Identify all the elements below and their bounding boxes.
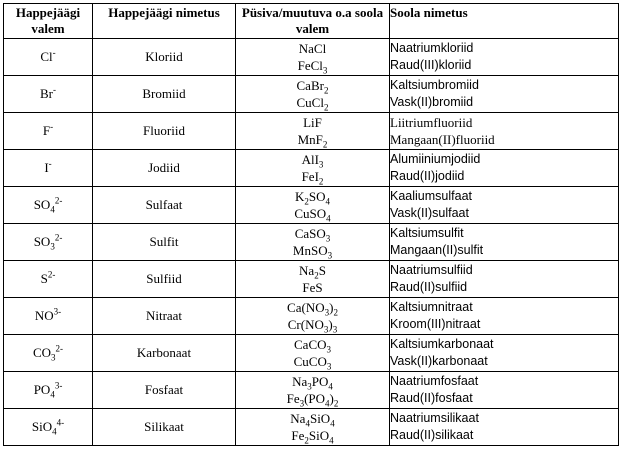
salt-name-cell <box>390 298 619 335</box>
anion-name-cell <box>93 39 236 76</box>
anion-name-cell <box>93 261 236 298</box>
salt-name: Vask(II)bromiid <box>390 95 474 109</box>
salt-name: Liitriumfluoriid <box>390 115 473 130</box>
salt-name: Alumiiniumjodiid <box>390 152 481 166</box>
salt-name: Naatriumfosfaat <box>390 374 479 388</box>
salt-name: Mangaan(II)fluoriid <box>390 132 495 147</box>
anion-name-cell <box>93 150 236 187</box>
anion-name: Karbonaat <box>136 345 192 360</box>
salt-name: Kaltsiumsulfit <box>390 226 464 240</box>
anion-name: Sulfaat <box>145 197 183 212</box>
anion-name-cell <box>93 224 236 261</box>
salt-name-cell <box>390 150 619 187</box>
header-row <box>4 4 619 39</box>
anion-name-cell <box>93 113 236 150</box>
salt-name-cell <box>390 409 619 446</box>
anion-formula-cell <box>4 150 93 187</box>
salt-formula-cell <box>236 224 390 261</box>
salt-formula: $Na_4SiO_4$ <box>290 411 335 429</box>
salt-name: Raud(II)fosfaat <box>390 391 473 405</box>
salt-name-cell <box>390 261 619 298</box>
salt-formula-cell <box>236 187 390 224</box>
anion-name-cell <box>93 335 236 372</box>
salt-name: Naatriumkloriid <box>390 41 474 55</box>
salt-name: Kaltsiumkarbonaat <box>390 337 494 351</box>
anion-name-cell <box>93 372 236 409</box>
salt-name-cell <box>390 224 619 261</box>
salt-name: Kaaliumsulfaat <box>390 189 472 203</box>
salt-formula-cell <box>236 113 390 150</box>
salt-formula: LiF <box>303 115 322 130</box>
salt-formula: $Na_2S$ <box>299 263 326 281</box>
salt-name: Raud(III)kloriid <box>390 58 472 72</box>
salt-formula-cell <box>236 298 390 335</box>
anion-name-cell <box>93 187 236 224</box>
anion-formula: Cl- <box>40 47 56 64</box>
salt-name: Kaltsiumnitraat <box>390 300 473 314</box>
salt-formula-cell <box>236 372 390 409</box>
anion-formula-cell <box>4 409 93 446</box>
table-row <box>4 298 619 335</box>
salt-formula: CaCO$_3$ <box>294 337 331 355</box>
salt-formula: CaBr$_2$ <box>296 78 329 96</box>
salt-name: Naatriumsilikaat <box>390 411 479 425</box>
anion-name: Nitraat <box>145 308 183 323</box>
anion-formula-cell <box>4 372 93 409</box>
salt-formula: $Fe_2SiO_4$ <box>291 428 334 446</box>
salt-name: Kroom(III)nitraat <box>390 317 481 331</box>
table-row <box>4 372 619 409</box>
table-row <box>4 76 619 113</box>
salt-formula: NaCl <box>298 41 327 56</box>
anion-formula: $SO_4^{2-}$ <box>33 195 63 215</box>
anion-name-cell <box>93 76 236 113</box>
table-row <box>4 335 619 372</box>
salt-formula: MnF$_2$ <box>297 132 328 150</box>
salt-name: Mangaan(II)sulfit <box>390 243 484 257</box>
salts-table <box>3 3 619 446</box>
table-row <box>4 187 619 224</box>
header-salt-name: Soola nimetus <box>390 4 619 39</box>
table-row <box>4 39 619 76</box>
salt-formula: CuCl$_2$ <box>296 95 329 113</box>
salt-formula: $Na_3PO_4$ <box>292 374 333 392</box>
table-row <box>4 261 619 298</box>
salt-name-cell <box>390 187 619 224</box>
anion-formula: $PO_4^{3-}$ <box>33 380 63 400</box>
anion-formula: $NO^{3-}$ <box>34 306 62 323</box>
salt-name: Raud(II)sulfiid <box>390 280 468 294</box>
salt-name: Naatriumsulfiid <box>390 263 473 277</box>
salt-formula-cell <box>236 39 390 76</box>
salt-formula: CaSO$_3$ <box>294 226 331 244</box>
salt-formula: FeCl$_3$ <box>297 58 328 76</box>
anion-name-cell <box>93 409 236 446</box>
anion-formula-cell <box>4 39 93 76</box>
salt-name-cell <box>390 76 619 113</box>
salt-name: Raud(II)silikaat <box>390 428 474 442</box>
anion-name: Jodiid <box>148 160 180 175</box>
anion-formula-cell <box>4 187 93 224</box>
salt-formula: AlI$_3$ <box>301 152 324 170</box>
salt-name: Vask(II)sulfaat <box>390 206 469 220</box>
salt-name: Kaltsiumbromiid <box>390 78 479 92</box>
anion-formula-cell <box>4 224 93 261</box>
anion-formula-cell <box>4 113 93 150</box>
salt-formula: $Fe_3(PO_4)_2$ <box>286 391 339 409</box>
salt-formula: MnSO$_3$ <box>292 243 333 261</box>
salt-formula: $Ca(NO_3)_2$ <box>287 300 338 318</box>
salt-formula: CuSO$_4$ <box>294 206 331 224</box>
anion-name: Sulfit <box>149 234 179 249</box>
anion-formula: SiO$_4^{4-}$ <box>31 417 65 437</box>
anion-formula: $S^{2-}$ <box>40 269 56 286</box>
anion-name: Sulfiid <box>146 271 182 286</box>
table-row <box>4 409 619 446</box>
anion-formula-cell <box>4 76 93 113</box>
salt-name: Raud(II)jodiid <box>390 169 465 183</box>
salt-formula-cell <box>236 150 390 187</box>
anion-name-cell <box>93 298 236 335</box>
table-row <box>4 224 619 261</box>
header-anion-name: Happejäägi nimetus <box>93 4 236 39</box>
anion-formula-cell <box>4 298 93 335</box>
anion-name: Fluoriid <box>143 123 185 138</box>
anion-formula: $SO_3^{2-}$ <box>33 232 63 252</box>
anion-name: Bromiid <box>142 86 186 101</box>
salt-formula-cell <box>236 409 390 446</box>
salt-name-cell <box>390 335 619 372</box>
table-row <box>4 150 619 187</box>
salt-name-cell <box>390 372 619 409</box>
anion-formula: $CO_3^{2-}$ <box>32 343 64 363</box>
anion-formula-cell <box>4 335 93 372</box>
salt-formula: FeI$_2$ <box>301 169 324 187</box>
salt-formula: $Cr(NO_3)_3$ <box>287 317 338 335</box>
salt-name: Vask(II)karbonaat <box>390 354 488 368</box>
anion-formula: Br- <box>40 84 56 101</box>
anion-formula-cell <box>4 261 93 298</box>
salt-formula: FeS <box>302 280 323 295</box>
table-row <box>4 113 619 150</box>
salt-formula-cell <box>236 335 390 372</box>
anion-name: Kloriid <box>145 49 183 64</box>
salt-formula: CuCO$_3$ <box>293 354 332 372</box>
salt-formula-cell <box>236 261 390 298</box>
anion-name: Fosfaat <box>144 382 184 397</box>
salt-formula-cell <box>236 76 390 113</box>
salt-name-cell <box>390 113 619 150</box>
header-salt-formula: Püsiva/muutuva o.a soola valem <box>236 4 390 39</box>
anion-formula: I- <box>44 158 52 175</box>
anion-name: Silikaat <box>144 419 184 434</box>
anion-formula: F- <box>42 121 54 138</box>
header-anion-formula: Happejäägi valem <box>4 4 93 39</box>
salt-name-cell <box>390 39 619 76</box>
salt-formula: $K_2SO_4$ <box>294 189 330 207</box>
